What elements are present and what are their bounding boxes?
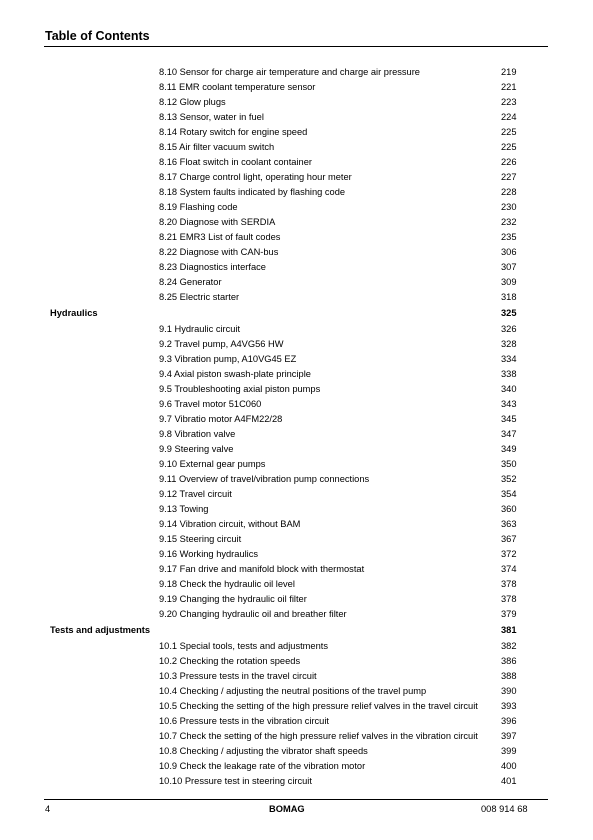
toc-entry-title: 9.19 Changing the hydraulic oil filter [159, 594, 307, 604]
toc-entry-page: 349 [501, 444, 517, 454]
toc-entry[interactable] [0, 517, 593, 532]
toc-entry-title: 9.3 Vibration pump, A10VG45 EZ [159, 354, 297, 364]
toc-entry[interactable] [0, 110, 593, 125]
toc-entry[interactable] [0, 744, 593, 759]
toc-entry-title: 9.17 Fan drive and manifold block with thermostat [159, 564, 365, 574]
toc-entry[interactable] [0, 185, 593, 200]
toc-entry-page: 354 [501, 489, 517, 499]
toc-entry-title: 8.13 Sensor, water in fuel [159, 112, 264, 122]
toc-entry-page: 390 [501, 686, 517, 696]
toc-entry-title: 10.5 Checking the setting of the high pressure relief valves in the travel circuit [159, 701, 478, 711]
toc-entry[interactable] [0, 230, 593, 245]
toc-entry-page: 352 [501, 474, 517, 484]
toc-entry[interactable] [0, 125, 593, 140]
footer-brand: BOMAG [269, 804, 305, 814]
page-title: Table of Contents [45, 29, 150, 43]
toc-entry-page: 360 [501, 504, 517, 514]
toc-entry-title: 8.22 Diagnose with CAN-bus [159, 247, 279, 257]
toc-entry-title: 9.11 Overview of travel/vibration pump connections [159, 474, 370, 484]
toc-entry-title: 8.19 Flashing code [159, 202, 238, 212]
toc-entry[interactable] [0, 607, 593, 622]
toc-entry-title: 8.25 Electric starter [159, 292, 240, 302]
toc-entry-page: 345 [501, 414, 517, 424]
toc-entry[interactable] [0, 592, 593, 607]
toc-entry-title: 10.7 Check the setting of the high pressure relief valves in the vibration circuit [159, 731, 478, 741]
toc-entry[interactable] [0, 412, 593, 427]
toc-entry-page: 235 [501, 232, 517, 242]
toc-entry-page: 363 [501, 519, 517, 529]
toc-entry-title: 9.8 Vibration valve [159, 429, 236, 439]
toc-entry-title: 8.14 Rotary switch for engine speed [159, 127, 308, 137]
toc-list [0, 65, 593, 789]
toc-entry-title: 9.18 Check the hydraulic oil level [159, 579, 295, 589]
toc-entry-page: 227 [501, 172, 517, 182]
toc-entry[interactable] [0, 502, 593, 517]
toc-entry[interactable] [0, 155, 593, 170]
toc-entry-title: 9.1 Hydraulic circuit [159, 324, 241, 334]
toc-entry-title: 9.15 Steering circuit [159, 534, 242, 544]
toc-entry-title: 9.7 Vibratio motor A4FM22/28 [159, 414, 283, 424]
toc-entry-title: 9.6 Travel motor 51C060 [159, 399, 262, 409]
toc-entry-title: 10.8 Checking / adjusting the vibrator shaft speeds [159, 746, 368, 756]
toc-entry-page: 325 [501, 308, 517, 318]
toc-entry-page: 343 [501, 399, 517, 409]
toc-section-heading[interactable] [0, 622, 593, 638]
toc-entry-page: 378 [501, 594, 517, 604]
toc-entry-page: 328 [501, 339, 517, 349]
toc-entry-title: 9.14 Vibration circuit, without BAM [159, 519, 301, 529]
toc-entry[interactable] [0, 215, 593, 230]
toc-entry-title: 8.20 Diagnose with SERDIA [159, 217, 276, 227]
toc-entry-page: 306 [501, 247, 517, 257]
toc-entry-page: 340 [501, 384, 517, 394]
toc-entry[interactable] [0, 95, 593, 110]
toc-entry-title: 9.4 Axial piston swash-plate principle [159, 369, 311, 379]
toc-entry[interactable] [0, 337, 593, 352]
toc-entry[interactable] [0, 714, 593, 729]
toc-entry-title: 10.10 Pressure test in steering circuit [159, 776, 312, 786]
toc-entry-page: 379 [501, 609, 517, 619]
toc-entry-title: 9.13 Towing [159, 504, 209, 514]
toc-entry-title: 8.10 Sensor for charge air temperature and charge air pressure [159, 67, 420, 77]
toc-entry-page: 228 [501, 187, 517, 197]
toc-entry-page: 224 [501, 112, 517, 122]
toc-section-heading[interactable] [0, 305, 593, 321]
toc-entry[interactable] [0, 532, 593, 547]
toc-entry[interactable] [0, 699, 593, 714]
toc-entry-title: 8.21 EMR3 List of fault codes [159, 232, 281, 242]
toc-entry-page: 372 [501, 549, 517, 559]
toc-entry[interactable] [0, 774, 593, 789]
toc-entry-page: 401 [501, 776, 517, 786]
toc-entry-title: 10.4 Checking / adjusting the neutral positions of the travel pump [159, 686, 427, 696]
toc-entry-title: 9.2 Travel pump, A4VG56 HW [159, 339, 284, 349]
toc-entry-page: 388 [501, 671, 517, 681]
toc-entry[interactable] [0, 352, 593, 367]
toc-entry[interactable] [0, 759, 593, 774]
toc-entry[interactable] [0, 577, 593, 592]
toc-entry-page: 397 [501, 731, 517, 741]
toc-entry-title: 8.17 Charge control light, operating hour meter [159, 172, 352, 182]
toc-entry[interactable] [0, 382, 593, 397]
toc-entry[interactable] [0, 322, 593, 337]
toc-entry[interactable] [0, 275, 593, 290]
toc-entry[interactable] [0, 729, 593, 744]
toc-entry-title: 8.24 Generator [159, 277, 222, 287]
toc-entry[interactable] [0, 457, 593, 472]
toc-entry-page: 338 [501, 369, 517, 379]
toc-entry-page: 232 [501, 217, 517, 227]
toc-entry[interactable] [0, 487, 593, 502]
toc-entry[interactable] [0, 367, 593, 382]
toc-entry-page: 226 [501, 157, 517, 167]
toc-entry[interactable] [0, 290, 593, 305]
toc-entry-page: 225 [501, 127, 517, 137]
toc-entry[interactable] [0, 684, 593, 699]
toc-entry-page: 347 [501, 429, 517, 439]
toc-entry-page: 307 [501, 262, 517, 272]
toc-entry-title: 8.23 Diagnostics interface [159, 262, 266, 272]
toc-entry-title: 8.11 EMR coolant temperature sensor [159, 82, 316, 92]
toc-entry-page: 223 [501, 97, 517, 107]
toc-entry-page: 219 [501, 67, 517, 77]
toc-entry-title: 10.6 Pressure tests in the vibration circuit [159, 716, 330, 726]
toc-entry-title: 10.1 Special tools, tests and adjustments [159, 641, 328, 651]
toc-entry[interactable] [0, 65, 593, 80]
toc-entry-title: Hydraulics [50, 308, 98, 318]
footer-rule [44, 799, 548, 800]
toc-entry-page: 225 [501, 142, 517, 152]
toc-entry[interactable] [0, 200, 593, 215]
toc-entry-title: 10.3 Pressure tests in the travel circuit [159, 671, 317, 681]
toc-entry-page: 399 [501, 746, 517, 756]
toc-entry[interactable] [0, 80, 593, 95]
toc-entry[interactable] [0, 260, 593, 275]
toc-entry-page: 382 [501, 641, 517, 651]
toc-entry-title: 9.12 Travel circuit [159, 489, 232, 499]
toc-entry-page: 334 [501, 354, 517, 364]
toc-entry[interactable] [0, 427, 593, 442]
toc-entry-title: 9.9 Steering valve [159, 444, 234, 454]
toc-entry-page: 367 [501, 534, 517, 544]
toc-entry[interactable] [0, 639, 593, 654]
toc-entry[interactable] [0, 170, 593, 185]
toc-entry-page: 381 [501, 625, 517, 635]
toc-entry[interactable] [0, 654, 593, 669]
toc-entry-page: 350 [501, 459, 517, 469]
toc-entry-page: 318 [501, 292, 517, 302]
toc-entry-page: 230 [501, 202, 517, 212]
toc-entry[interactable] [0, 472, 593, 487]
toc-entry-title: 9.16 Working hydraulics [159, 549, 259, 559]
toc-entry-title: 8.12 Glow plugs [159, 97, 226, 107]
toc-entry-title: 8.18 System faults indicated by flashing code [159, 187, 346, 197]
toc-entry-title: 10.2 Checking the rotation speeds [159, 656, 301, 666]
toc-entry-title: 9.10 External gear pumps [159, 459, 266, 469]
toc-entry-page: 221 [501, 82, 517, 92]
toc-entry-title: 9.20 Changing hydraulic oil and breather filter [159, 609, 347, 619]
toc-entry-page: 400 [501, 761, 517, 771]
toc-entry[interactable] [0, 245, 593, 260]
toc-entry-title: 8.16 Float switch in coolant container [159, 157, 312, 167]
toc-entry[interactable] [0, 547, 593, 562]
toc-entry-title: 8.15 Air filter vacuum switch [159, 142, 275, 152]
footer-doc-number: 008 914 68 [481, 804, 528, 814]
toc-entry[interactable] [0, 669, 593, 684]
toc-entry[interactable] [0, 397, 593, 412]
toc-entry-title: 9.5 Troubleshooting axial piston pumps [159, 384, 321, 394]
toc-entry-page: 378 [501, 579, 517, 589]
toc-entry-page: 386 [501, 656, 517, 666]
toc-entry-title: Tests and adjustments [50, 625, 151, 635]
toc-entry[interactable] [0, 562, 593, 577]
toc-entry-page: 393 [501, 701, 517, 711]
toc-entry[interactable] [0, 442, 593, 457]
toc-entry-page: 396 [501, 716, 517, 726]
toc-entry-title: 10.9 Check the leakage rate of the vibration motor [159, 761, 366, 771]
toc-entry-page: 374 [501, 564, 517, 574]
toc-entry-page: 326 [501, 324, 517, 334]
header-rule [44, 46, 548, 47]
footer-page-number: 4 [45, 804, 51, 814]
toc-entry[interactable] [0, 140, 593, 155]
toc-entry-page: 309 [501, 277, 517, 287]
